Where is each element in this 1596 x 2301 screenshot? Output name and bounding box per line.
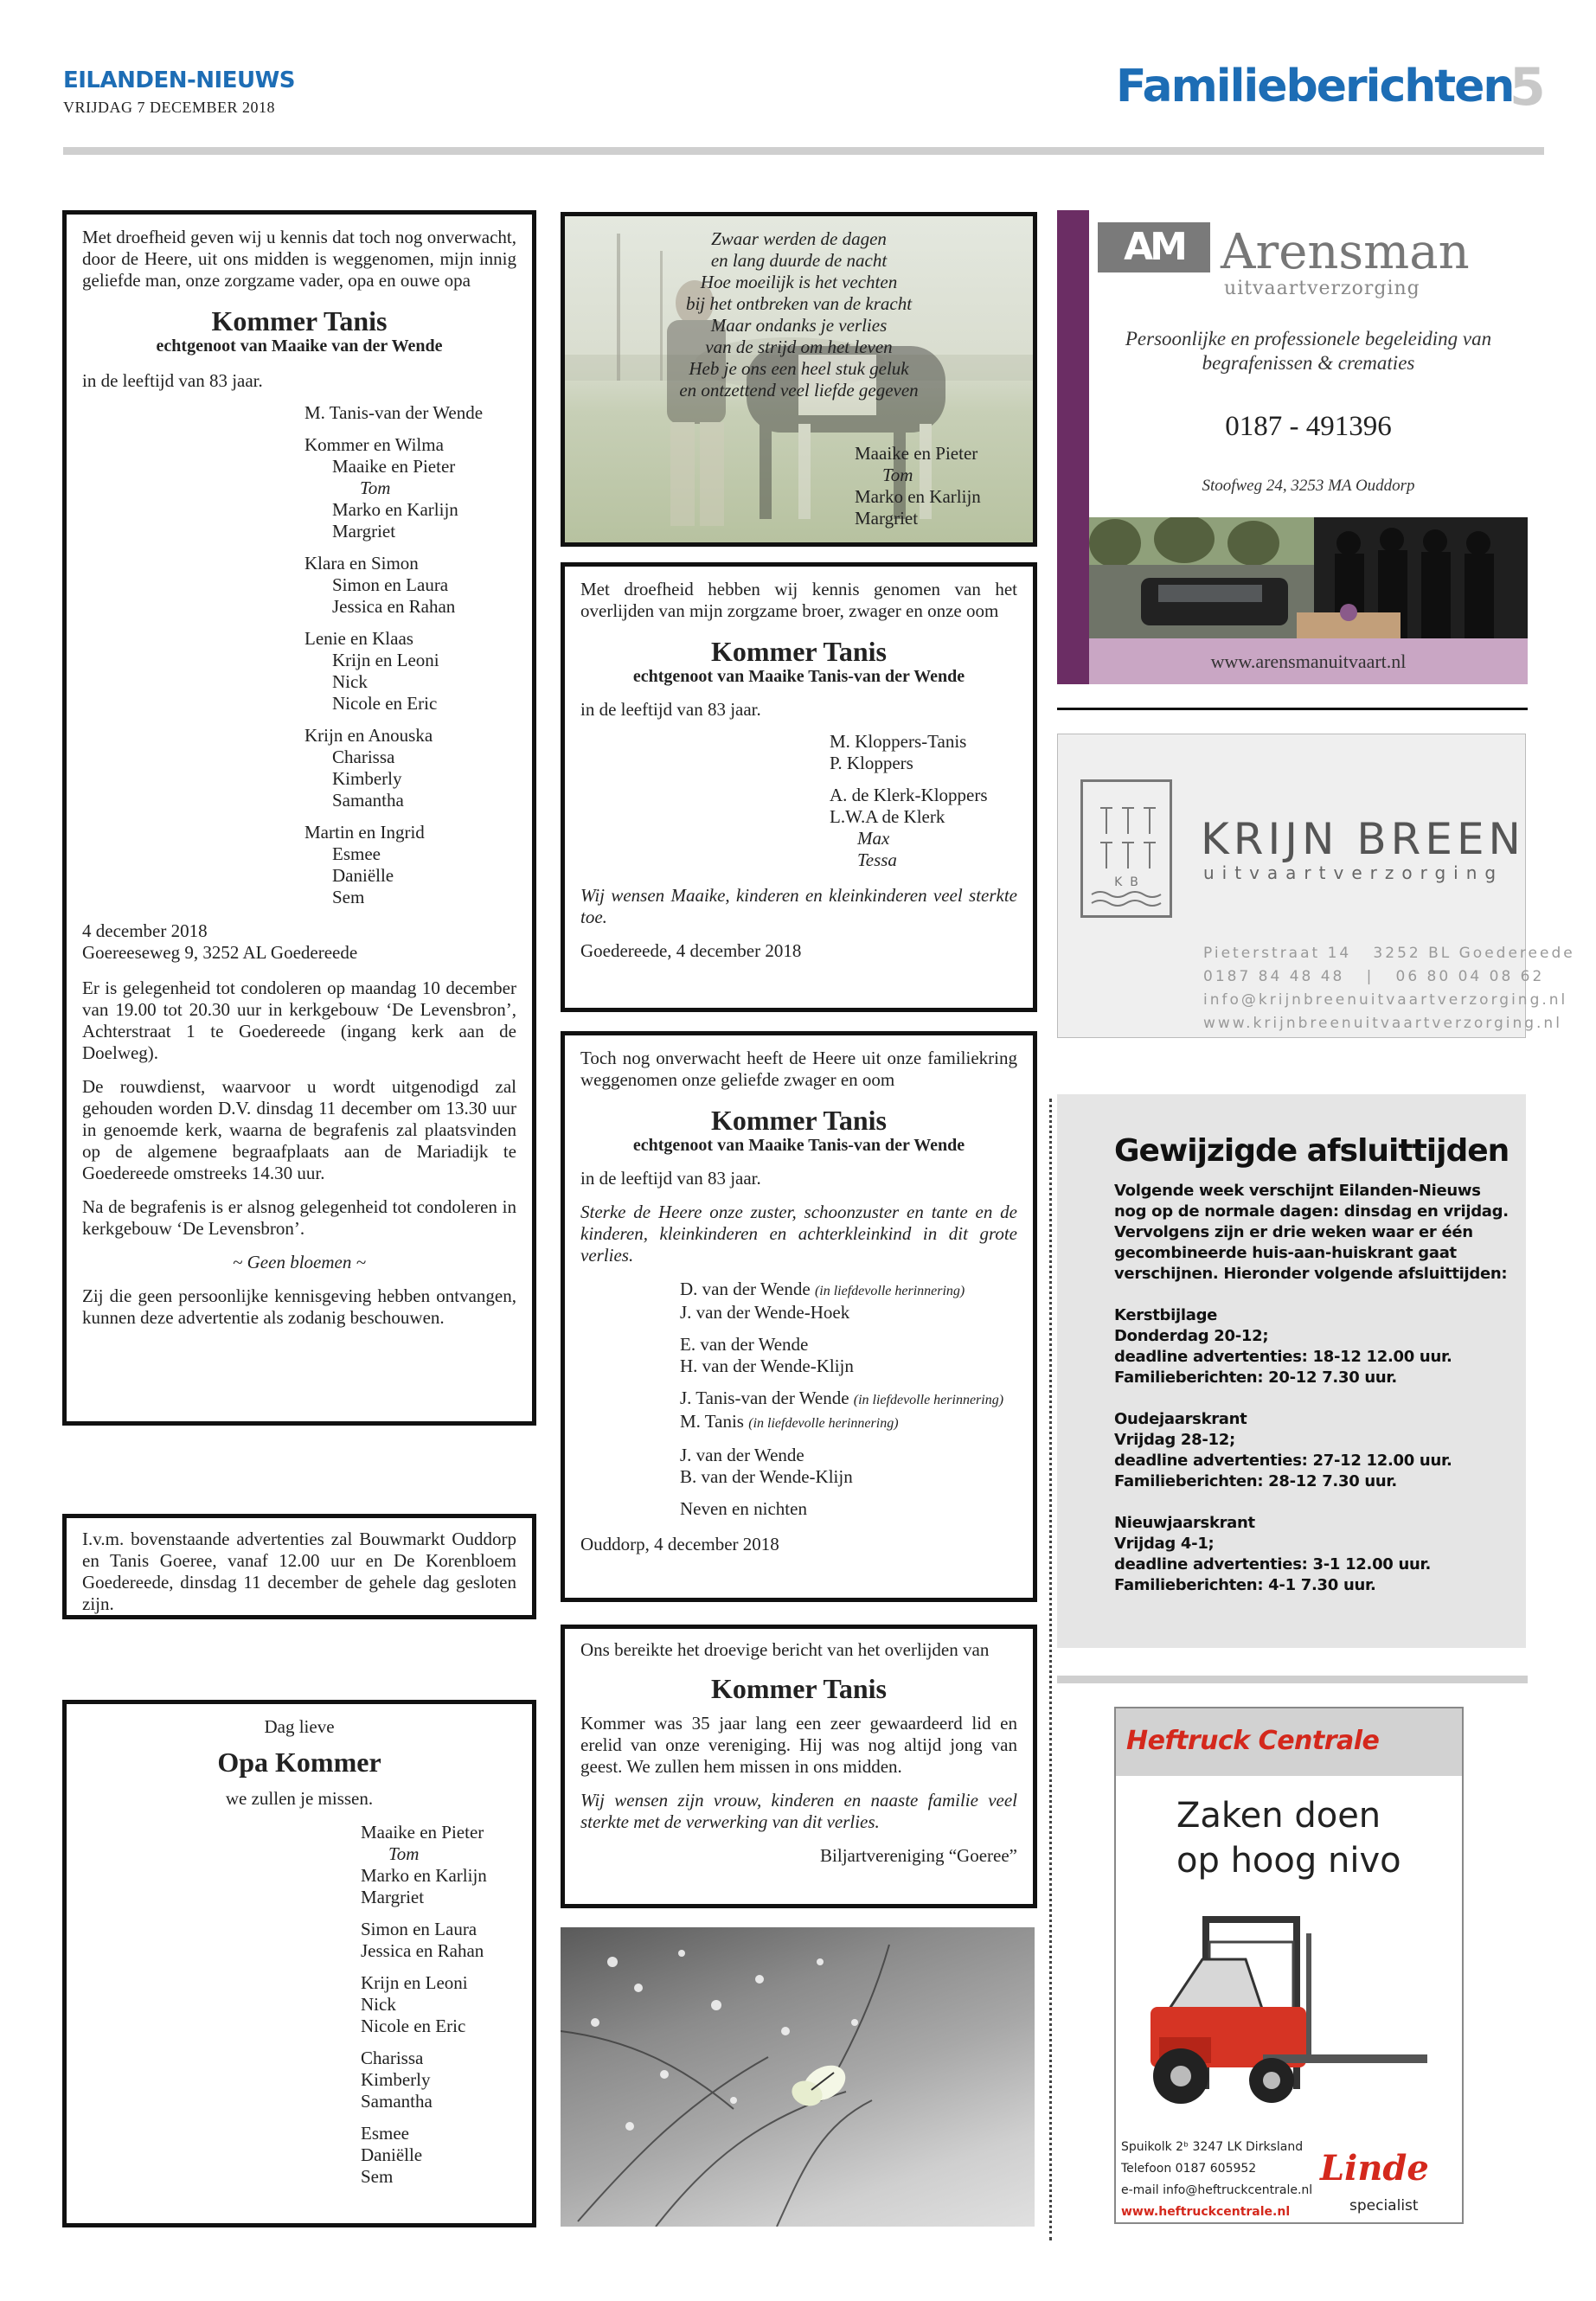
poem-family-list bbox=[855, 443, 981, 529]
poem-family-member: Tom bbox=[882, 465, 913, 485]
spouse-line: echtgenoot van Maaike van der Wende bbox=[156, 336, 443, 356]
heftruck-email[interactable]: e-mail info@heftruckcentrale.nl bbox=[1121, 2183, 1313, 2197]
poem-line: en lang duurde de nacht bbox=[710, 250, 888, 271]
family-member: Lenie en Klaas bbox=[304, 628, 413, 649]
heftruck-contact bbox=[1121, 2137, 1312, 2223]
grandchild: Daniëlle bbox=[361, 2144, 423, 2165]
grandchild: Simon en Laura bbox=[361, 1919, 478, 1939]
heftruck-phone: Telefoon 0187 605952 bbox=[1121, 2162, 1257, 2176]
in-laws-deceased-name: Kommer Tanis bbox=[711, 1105, 887, 1136]
arensman-logo bbox=[1098, 221, 1513, 299]
family-member: Kommer en Wilma bbox=[304, 434, 444, 455]
krijn-breen-website[interactable]: www.krijnbreenuitvaartverzorging.nl bbox=[1203, 1015, 1562, 1032]
poem-line: Hoe moeilijk is het vechten bbox=[700, 272, 898, 292]
closure-text: I.v.m. bovenstaande advertenties zal Bouwmarkt Ouddorp en Tanis Goeree, vanaf 12.00 uur en De Korenbloem Goedereede, dinsdag 11 december de gehele dag gesloten zijn. bbox=[82, 1529, 516, 1614]
poem-line: en ontzettend veel liefde gegeven bbox=[679, 380, 919, 401]
no-flowers-note: ~ Geen bloemen ~ bbox=[233, 1252, 366, 1272]
family-member: Martin en Ingrid bbox=[304, 822, 425, 843]
family-member: Simon en Laura bbox=[332, 574, 449, 595]
heftruck-logo: Heftruck Centrale bbox=[1126, 1726, 1380, 1756]
sister-family-member: Max bbox=[857, 828, 890, 849]
family-member: Krijn en Anouska bbox=[304, 725, 433, 746]
club-wish: Wij wensen zijn vrouw, kinderen en naaste familie veel sterkte met de verwerking van dit verlies. bbox=[580, 1790, 1017, 1832]
family-member: Jessica en Rahan bbox=[332, 596, 456, 617]
in-memoriam-note: (in liefdevolle herinnering) bbox=[748, 1416, 899, 1431]
sister-family-member: Tessa bbox=[857, 849, 897, 870]
linde-logo: Linde bbox=[1320, 2148, 1429, 2189]
arensman-tagline: Persoonlijke en professionele begeleiding van begrafenissen & crematies bbox=[1125, 328, 1492, 374]
butterfly-photo-graphic bbox=[561, 1927, 1035, 2227]
arensman-photo bbox=[1089, 517, 1528, 638]
club-signature: Biljartvereniging “Goeree” bbox=[820, 1845, 1017, 1866]
miss-line: we zullen je missen. bbox=[225, 1788, 374, 1809]
family-member: Nicole en Eric bbox=[332, 693, 438, 714]
krijn-breen-address: Pieterstraat 14 3252 BL Goedereede bbox=[1203, 945, 1575, 962]
poem-family-member: Margriet bbox=[855, 508, 919, 529]
deadline-day: Vrijdag 4-1; bbox=[1114, 1535, 1215, 1553]
in-laws-member-name: J. van der Wende-Hoek bbox=[680, 1302, 850, 1323]
in-laws-member-name: D. van der Wende bbox=[680, 1279, 811, 1299]
in-laws-member-name: J. Tanis-van der Wende bbox=[680, 1388, 849, 1408]
sister-family-member: A. de Klerk-Kloppers bbox=[830, 785, 988, 805]
family-member: Daniëlle bbox=[332, 865, 394, 886]
poem-line: Maar ondanks je verlies bbox=[710, 315, 888, 336]
poem-family-member: Marko en Karlijn bbox=[855, 486, 981, 507]
deadline-block bbox=[1114, 1513, 1512, 1596]
obituary-intro: Met droefheid geven wij u kennis dat toch nog onverwacht, door de Heere, uit ons midden is weggenomen, mijn innig geliefde man, onze zorgzame vader, opa en ouwe opa bbox=[82, 227, 516, 291]
in-laws-age-line: in de leeftijd van 83 jaar. bbox=[580, 1168, 761, 1189]
in-laws-family-member bbox=[680, 1388, 1017, 1411]
in-laws-member-name: Neven en nichten bbox=[680, 1498, 807, 1519]
family-member: Klara en Simon bbox=[304, 553, 419, 574]
sister-family-list bbox=[830, 731, 1017, 871]
after-funeral-info: Na de begrafenis is er alsnog gelegenheid tot condoleren in kerkgebouw ‘De Levensbron’. bbox=[82, 1196, 516, 1239]
in-laws-family-member bbox=[680, 1498, 1017, 1520]
in-laws-member-name: M. Tanis bbox=[680, 1411, 744, 1432]
closure-notice bbox=[62, 1514, 536, 1619]
heftruck-centrale-ad bbox=[1114, 1707, 1464, 2224]
sister-spouse-line: echtgenoot van Maaike Tanis-van der Wende bbox=[632, 667, 965, 686]
in-laws-family-member bbox=[680, 1411, 1017, 1434]
sister-intro: Met droefheid hebben wij kennis genomen van het overlijden van mijn zorgzame broer, zwager en onze oom bbox=[580, 579, 1017, 621]
heftruck-address: Spuikolk 2ᵇ 3247 LK Dirksland bbox=[1121, 2140, 1304, 2154]
in-laws-spouse-line: echtgenoot van Maaike Tanis-van der Wende bbox=[632, 1136, 965, 1155]
family-member: Charissa bbox=[332, 747, 395, 767]
deadline-deadline: deadline advertenties: 18-12 12.00 uur. bbox=[1114, 1348, 1452, 1366]
krijn-breen-logo bbox=[1080, 779, 1172, 918]
in-memoriam-note: (in liefdevolle herinnering) bbox=[853, 1393, 1004, 1407]
poem bbox=[565, 228, 1033, 401]
sister-age-line: in de leeftijd van 83 jaar. bbox=[580, 699, 761, 720]
krijn-breen-phone: 0187 84 48 48 | 06 80 04 08 62 bbox=[1203, 968, 1545, 985]
family-member: M. Tanis-van der Wende bbox=[304, 402, 484, 423]
in-laws-member-name: B. van der Wende-Klijn bbox=[680, 1466, 853, 1487]
in-laws-wish: Sterke de Heere onze zuster, schoonzuster en tante en de kinderen, kleinkinderen en achterkleinkind in dit grote verlies. bbox=[580, 1202, 1017, 1266]
arensman-name: Arensman bbox=[1221, 224, 1470, 280]
home-address: Goereeseweg 9, 3252 AL Goedereede bbox=[82, 942, 358, 963]
heftruck-slogan-line1: Zaken doen bbox=[1176, 1796, 1381, 1836]
heftruck-logo-bar bbox=[1116, 1708, 1462, 1776]
arensman-ad bbox=[1057, 210, 1528, 684]
deadline-notice bbox=[1057, 1094, 1526, 1648]
forklift-image bbox=[1142, 1907, 1436, 2124]
in-laws-family-member bbox=[680, 1466, 1017, 1488]
family-member: Tom bbox=[360, 478, 391, 498]
grandchild: Nick bbox=[361, 1994, 396, 2015]
butterfly-photo bbox=[561, 1927, 1035, 2227]
grandchildren-message bbox=[62, 1700, 536, 2227]
deceased-name: Kommer Tanis bbox=[211, 305, 388, 336]
family-member: Margriet bbox=[332, 521, 396, 542]
grandchild: Margriet bbox=[361, 1887, 425, 1907]
notice-rule bbox=[1057, 1676, 1528, 1683]
deadline-title: Nieuwjaarskrant bbox=[1114, 1514, 1255, 1532]
krijn-breen-logo-graphic bbox=[1083, 782, 1170, 915]
deadline-title: Oudejaarskrant bbox=[1114, 1410, 1247, 1428]
club-intro: Ons bereikte het droevige bericht van het overlijden van bbox=[580, 1639, 990, 1660]
family-member: Sem bbox=[332, 887, 365, 907]
family-list bbox=[304, 402, 516, 908]
masthead-logo: EILANDEN-NIEUWS bbox=[63, 67, 295, 93]
arensman-address: Stoofweg 24, 3253 MA Ouddorp bbox=[1202, 477, 1415, 495]
age-line: in de leeftijd van 83 jaar. bbox=[82, 370, 263, 391]
condolence-info: Er is gelegenheid tot condoleren op maandag 10 december van 19.00 tot 20.30 uur in kerkgebouw ‘De Levensbron’, Achterstraat 1 te Goedereede (ingang kerk aan de Doelweg). bbox=[82, 977, 516, 1063]
sister-wish: Wij wensen Maaike, kinderen en kleinkinderen veel sterkte toe. bbox=[580, 885, 1017, 927]
sister-deceased-name: Kommer Tanis bbox=[711, 636, 887, 667]
deadline-family: Familieberichten: 20-12 7.30 uur. bbox=[1114, 1368, 1397, 1387]
grandchild: Esmee bbox=[361, 2123, 409, 2144]
arensman-website[interactable]: www.arensmanuitvaart.nl bbox=[1089, 638, 1528, 684]
in-laws-family-list bbox=[680, 1279, 1017, 1520]
krijn-breen-email[interactable]: info@krijnbreenuitvaartverzorging.nl bbox=[1203, 991, 1568, 1009]
obituary-in-laws bbox=[561, 1031, 1037, 1602]
grandchild: Maaike en Pieter bbox=[361, 1822, 484, 1843]
sister-family-member: L.W.A de Klerk bbox=[830, 806, 945, 827]
krijn-breen-name: KRIJN BREEN bbox=[1201, 814, 1525, 864]
family-member: Samantha bbox=[332, 790, 404, 811]
greeting: Dag lieve bbox=[264, 1716, 335, 1737]
poem-family-member: Maaike en Pieter bbox=[855, 443, 978, 464]
deadline-deadline: deadline advertenties: 27-12 12.00 uur. bbox=[1114, 1452, 1452, 1470]
club-deceased-name: Kommer Tanis bbox=[711, 1673, 887, 1704]
family-member: Maaike en Pieter bbox=[332, 456, 456, 477]
notice-line: Zij die geen persoonlijke kennisgeving hebben ontvangen, kunnen deze advertentie als zodanig beschouwen. bbox=[82, 1285, 516, 1328]
date-line: 4 december 2018 bbox=[82, 920, 208, 941]
linde-specialist-label: specialist bbox=[1349, 2197, 1419, 2214]
grandchildren-list bbox=[361, 1822, 516, 2188]
poem-line: Heb je ons een heel stuk geluk bbox=[689, 358, 909, 379]
deadline-title: Kerstbijlage bbox=[1114, 1306, 1218, 1324]
deadline-block bbox=[1114, 1305, 1512, 1388]
grandchild: Marko en Karlijn bbox=[361, 1865, 487, 1886]
hearse-photo bbox=[1089, 517, 1528, 638]
in-memoriam-note: (in liefdevolle herinnering) bbox=[814, 1284, 965, 1298]
deadline-deadline: deadline advertenties: 3-1 12.00 uur. bbox=[1114, 1555, 1432, 1574]
heftruck-website[interactable]: www.heftruckcentrale.nl bbox=[1121, 2205, 1291, 2219]
deadline-day: Donderdag 20-12; bbox=[1114, 1327, 1269, 1345]
poem-card bbox=[561, 212, 1037, 547]
grandchild: Kimberly bbox=[361, 2069, 431, 2090]
grandchild: Krijn en Leoni bbox=[361, 1972, 468, 1993]
issue-date: VRIJDAG 7 DECEMBER 2018 bbox=[63, 99, 276, 116]
in-laws-family-member bbox=[680, 1334, 1017, 1356]
obituary-family bbox=[62, 210, 536, 1426]
poem-line: van de strijd om het leven bbox=[705, 336, 893, 357]
arensman-logo-mark: AM bbox=[1098, 222, 1210, 272]
grandchild: Tom bbox=[388, 1843, 420, 1864]
page-number: 5 bbox=[1509, 57, 1546, 118]
poem-line: bij het ontbreken van de kracht bbox=[685, 293, 913, 314]
in-laws-family-member bbox=[680, 1279, 1017, 1302]
in-laws-place-date: Ouddorp, 4 december 2018 bbox=[580, 1534, 779, 1554]
club-text: Kommer was 35 jaar lang een zeer gewaardeerd lid en erelid van onze vereniging. Hij was nog altijd jong van geest. We zullen hem missen in ons midden. bbox=[580, 1713, 1017, 1777]
in-laws-family-member bbox=[680, 1302, 1017, 1324]
grandchild: Sem bbox=[361, 2166, 394, 2187]
heftruck-slogan bbox=[1176, 1793, 1401, 1883]
header-rule bbox=[63, 147, 1544, 155]
krijn-breen-ad bbox=[1057, 734, 1575, 1038]
section-title: Familieberichten bbox=[1116, 61, 1514, 112]
grandpa-name: Opa Kommer bbox=[217, 1747, 381, 1778]
family-member: Nick bbox=[332, 671, 368, 692]
in-laws-family-member bbox=[680, 1356, 1017, 1377]
in-laws-member-name: J. van der Wende bbox=[680, 1445, 804, 1465]
in-laws-member-name: H. van der Wende-Klijn bbox=[680, 1356, 854, 1376]
poem-line: Zwaar werden de dagen bbox=[711, 228, 887, 249]
family-member: Krijn en Leoni bbox=[332, 650, 439, 670]
in-laws-member-name: E. van der Wende bbox=[680, 1334, 809, 1355]
ad-divider bbox=[1057, 708, 1528, 710]
krijn-breen-subtitle: uitvaartverzorging bbox=[1203, 862, 1504, 883]
deadline-family: Familieberichten: 28-12 7.30 uur. bbox=[1114, 1472, 1397, 1490]
krijn-breen-logo-letters: K B bbox=[1114, 875, 1138, 889]
grandchild: Jessica en Rahan bbox=[361, 1940, 484, 1961]
family-member: Kimberly bbox=[332, 768, 402, 789]
in-laws-intro: Toch nog onverwacht heeft de Heere uit onze familiekring weggenomen onze geliefde zwager en oom bbox=[580, 1048, 1017, 1090]
arensman-phone: 0187 - 491396 bbox=[1225, 411, 1392, 442]
grandchild: Charissa bbox=[361, 2048, 424, 2068]
sister-family-member: P. Kloppers bbox=[830, 753, 913, 773]
deadline-day: Vrijdag 28-12; bbox=[1114, 1431, 1235, 1449]
arensman-subtitle: uitvaartverzorging bbox=[1224, 278, 1420, 299]
grandchild: Samantha bbox=[361, 2091, 433, 2112]
deadline-family: Familieberichten: 4-1 7.30 uur. bbox=[1114, 1576, 1376, 1594]
club-condolence bbox=[561, 1625, 1037, 1908]
grandchild: Nicole en Eric bbox=[361, 2016, 466, 2036]
funeral-service-info: De rouwdienst, waarvoor u wordt uitgenodigd zal gehouden worden D.V. dinsdag 11 december om 13.30 uur in genoemde kerk, waarna de begrafenis zal plaatsvinden op de algemene begraafplaats aan de Mariadijk te Goedereede omstreeks 14.30 uur. bbox=[82, 1076, 516, 1183]
deadline-notice-title: Gewijzigde afsluittijden bbox=[1114, 1133, 1509, 1169]
sister-place-date: Goedereede, 4 december 2018 bbox=[580, 940, 802, 961]
krijn-breen-contact bbox=[1203, 942, 1575, 1035]
deadline-notice-intro: Volgende week verschijnt Eilanden-Nieuws nog op de normale dagen: dinsdag en vrijdag. Vervolgens zijn er drie weken waar er één gecombineerde huis-aan-huiskrant gaat verschijnen. Hieronder volgende afsluittijden: bbox=[1114, 1182, 1509, 1283]
family-member: Marko en Karlijn bbox=[332, 499, 458, 520]
family-member: Esmee bbox=[332, 843, 381, 864]
heftruck-slogan-line2: op hoog nivo bbox=[1176, 1841, 1401, 1881]
column-divider bbox=[1049, 1099, 1052, 2240]
in-laws-family-member bbox=[680, 1445, 1017, 1466]
obituary-sister bbox=[561, 562, 1037, 1012]
deadline-notice-body bbox=[1114, 1181, 1512, 1596]
sister-family-member: M. Kloppers-Tanis bbox=[830, 731, 967, 752]
deadline-block bbox=[1114, 1409, 1512, 1492]
